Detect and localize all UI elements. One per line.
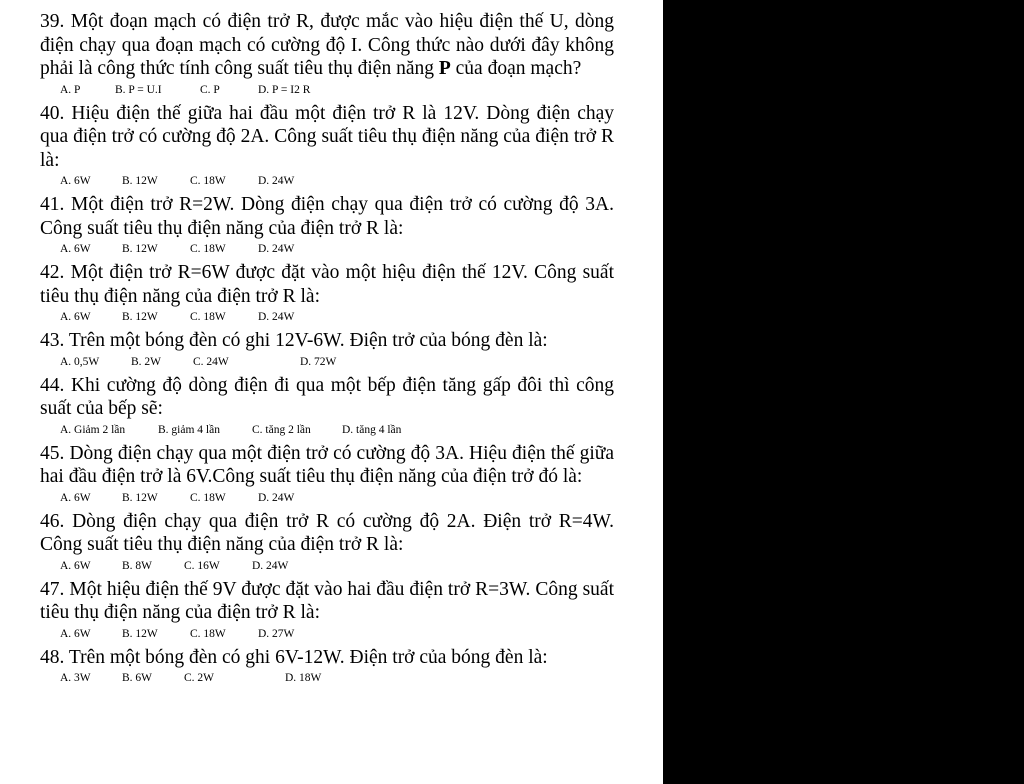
question-text: Dòng điện chạy qua điện trở R có cường độ 2A. Điện trở R=4W. Công suất tiêu thụ điện năng của điện trở R là: — [40, 510, 614, 555]
question-41 — [40, 193, 614, 240]
question-text: Khi cường độ dòng điện đi qua một bếp điện tăng gấp đôi thì công suất của bếp sẽ: — [40, 374, 615, 419]
option-c: C. P — [200, 83, 220, 96]
option-a: A. 6W — [60, 243, 91, 255]
options-47 — [60, 626, 614, 642]
option-d: D. 72W — [300, 355, 337, 368]
option-b: B. 12W — [122, 311, 158, 323]
option-d: D. tăng 4 lần — [342, 423, 402, 436]
question-list — [40, 10, 614, 690]
option-c: C. 16W — [184, 559, 220, 572]
option-c: C. 18W — [190, 243, 226, 255]
question-number: 45. — [40, 442, 65, 464]
option-a: A. Giảm 2 lần — [60, 423, 126, 436]
question-39 — [40, 10, 614, 81]
option-b: B. 12W — [122, 627, 158, 640]
option-d: D. 24W — [252, 559, 289, 572]
option-a: A. 0,5W — [60, 355, 100, 368]
question-text: Một điện trở R=2W. Dòng điện chạy qua điện trở có cường độ 3A. Công suất tiêu thụ điện năng của điện trở R là: — [40, 194, 614, 239]
black-margin — [663, 0, 1024, 784]
options-46 — [60, 558, 614, 574]
question-43 — [40, 329, 614, 353]
option-d: D. 24W — [258, 491, 295, 504]
question-text: Dòng điện chạy qua một điện trở có cường độ 3A. Hiệu điện thế giữa hai đầu điện trở là 6V.Công suất tiêu thụ điện năng của điện trở đó là: — [40, 442, 615, 487]
option-c: C. 24W — [193, 355, 229, 368]
option-b: B. 8W — [122, 559, 153, 572]
option-b: B. 12W — [122, 175, 158, 187]
option-b: B. 2W — [131, 355, 162, 368]
question-42 — [40, 261, 614, 308]
option-b: B. 6W — [122, 672, 153, 684]
option-a: A. 6W — [60, 175, 91, 187]
option-c: C. 18W — [190, 311, 226, 323]
question-text: Một hiệu điện thế 9V được đặt vào hai đầu điện trở R=3W. Công suất tiêu thụ điện năng của điện trở R là: — [40, 578, 614, 623]
options-45 — [60, 490, 614, 506]
option-a: A. 6W — [60, 559, 91, 572]
option-c: C. 18W — [190, 627, 226, 640]
options-41 — [60, 241, 614, 257]
option-b: B. 12W — [122, 491, 158, 504]
question-number: 44. — [40, 374, 65, 396]
question-text: Một điện trở R=6W được đặt vào một hiệu điện thế 12V. Công suất tiêu thụ điện năng của điện trở R là: — [40, 262, 615, 307]
question-48 — [40, 646, 614, 670]
question-text-end: của đoạn mạch? — [455, 58, 582, 79]
question-number: 41. — [40, 194, 65, 215]
question-47 — [40, 578, 614, 625]
option-b: B. 12W — [122, 243, 158, 255]
option-b: B. P = U.I — [115, 83, 162, 96]
question-45 — [40, 442, 614, 489]
question-text: Trên một bóng đèn có ghi 6V-12W. Điện trở của bóng đèn là: — [68, 646, 548, 668]
option-a: A. 6W — [60, 627, 91, 640]
question-number: 42. — [40, 262, 65, 283]
option-a: A. 6W — [60, 311, 91, 323]
option-d: D. P = I2 R — [258, 83, 311, 96]
question-text: Một đoạn mạch có điện trở R, được mắc vào hiệu điện thế U, dòng điện chạy qua đoạn mạch có cường độ I. Công thức nào dưới đây không phải là công thức tính công suất tiêu thụ điện năng — [40, 11, 614, 79]
option-a: A. P — [60, 83, 81, 96]
question-text: Trên một bóng đèn có ghi 12V-6W. Điện trở của bóng đèn là: — [68, 330, 548, 351]
option-c: C. 18W — [190, 491, 226, 504]
option-d: D. 27W — [258, 627, 295, 640]
question-text: Hiệu điện thế giữa hai đầu một điện trở R là 12V. Dòng điện chạy qua điện trở có cường độ 2A. Công suất tiêu thụ điện năng của điện trở R là: — [40, 102, 615, 171]
question-44 — [40, 374, 614, 421]
option-c: C. 2W — [184, 672, 215, 684]
power-symbol: P — [438, 58, 451, 79]
options-39 — [60, 82, 614, 98]
option-c: C. 18W — [190, 175, 226, 187]
option-b: B. giảm 4 lần — [158, 423, 220, 436]
question-number: 40. — [40, 102, 65, 124]
option-a: A. 3W — [60, 672, 91, 684]
options-40 — [60, 173, 614, 189]
question-number: 39. — [40, 11, 65, 32]
option-c: C. tăng 2 lần — [252, 423, 311, 436]
question-40 — [40, 102, 614, 173]
options-43 — [60, 354, 614, 370]
option-d: D. 24W — [258, 175, 295, 187]
option-a: A. 6W — [60, 491, 91, 504]
option-d: D. 24W — [258, 243, 295, 255]
question-number: 43. — [40, 330, 65, 351]
options-44 — [60, 422, 614, 438]
options-42 — [60, 309, 614, 325]
question-46 — [40, 510, 614, 557]
option-d: D. 18W — [285, 672, 322, 684]
question-number: 48. — [40, 646, 65, 668]
question-number: 46. — [40, 510, 65, 532]
question-number: 47. — [40, 578, 65, 600]
options-48 — [60, 670, 614, 686]
option-d: D. 24W — [258, 311, 295, 323]
